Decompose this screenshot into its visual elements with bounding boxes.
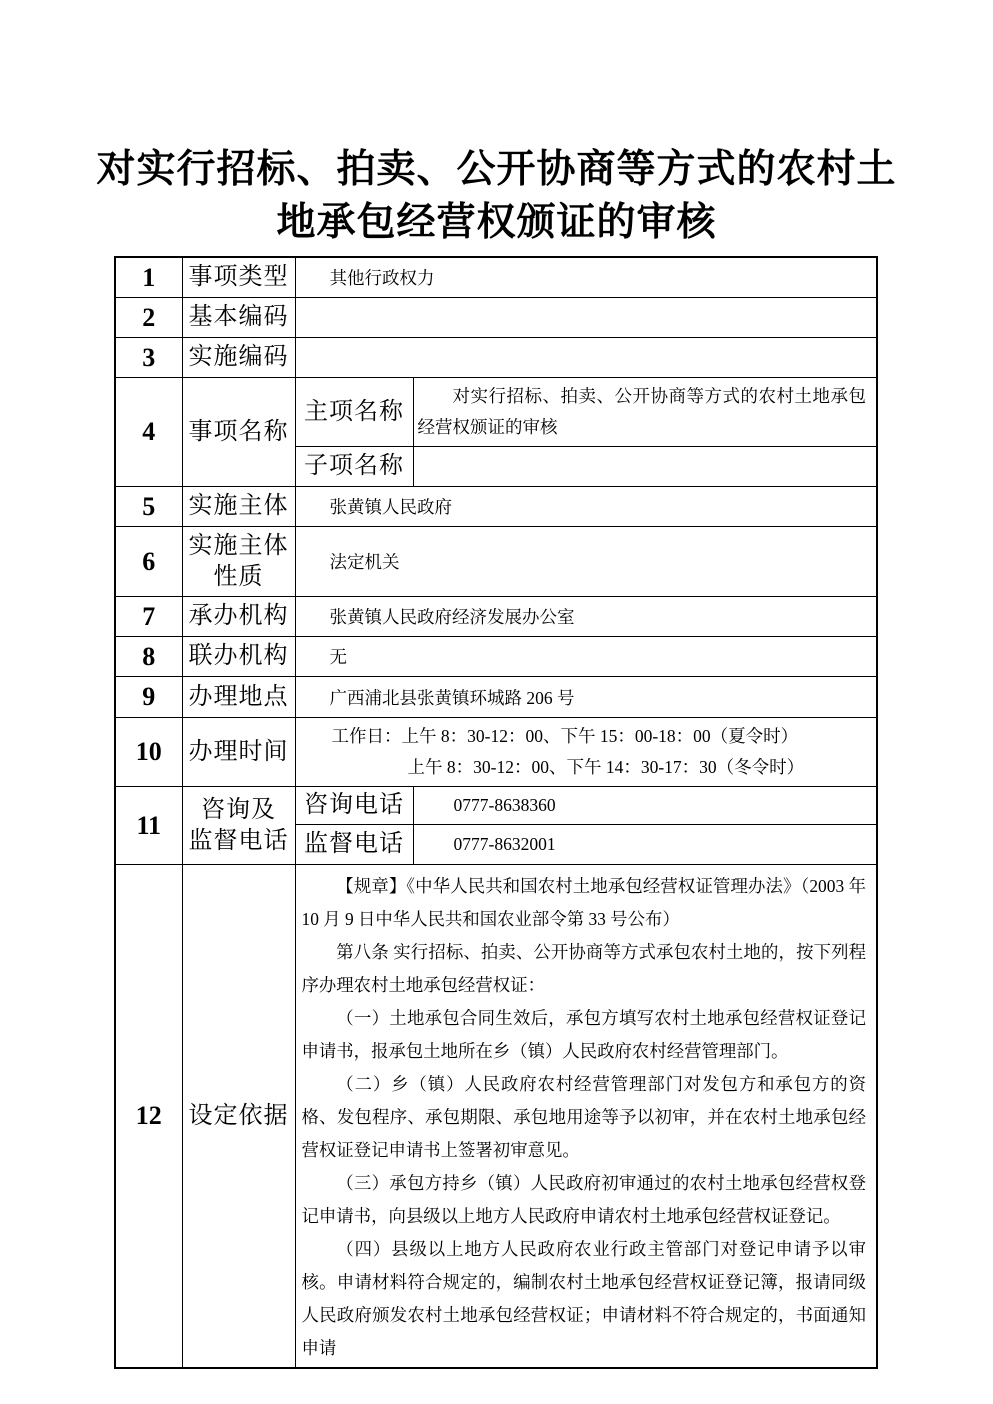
row1-value: 其他行政权力: [295, 257, 877, 298]
row3-value: [295, 338, 877, 378]
table-row-1: [115, 257, 877, 298]
title-line-2: 地承包经营权颁证的审核: [276, 201, 717, 244]
supervise-phone-number: 0777-8632001: [413, 825, 877, 865]
row12-label: 设定依据: [182, 865, 295, 1369]
row8-value: 无: [295, 637, 877, 677]
office-hours-winter: 上午 8：30-12：00、下午 14：30-17：30（冬令时）: [407, 757, 805, 777]
row2-label: 基本编码: [182, 298, 295, 338]
row5-label: 实施主体: [182, 487, 295, 527]
row6-value: 法定机关: [295, 527, 877, 597]
row11-number: 11: [115, 787, 182, 865]
row5-number: 5: [115, 487, 182, 527]
row2-number: 2: [115, 298, 182, 338]
legal-paragraph-2: 第八条 实行招标、拍卖、公开协商等方式承包农村土地的，按下列程序办理农村土地承包经营权证：: [301, 942, 866, 995]
row8-label: 联办机构: [182, 637, 295, 677]
row4-subvalue-sub: [413, 447, 877, 487]
legal-paragraph-3: （一）土地承包合同生效后，承包方填写农村土地承包经营权证登记申请书，报承包土地所在乡（镇）人民政府农村经营管理部门。: [301, 1008, 866, 1061]
row10-number: 10: [115, 718, 182, 787]
row11-label-line1: 咨询及: [201, 796, 276, 823]
row4-subvalue-main: [413, 378, 877, 447]
row11-label: [182, 787, 295, 865]
row6-label-line2: 性质: [213, 563, 264, 590]
legal-paragraph-4: （二）乡（镇）人民政府农村经营管理部门对发包方和承包方的资格、发包程序、承包期限、承包地用途等予以初审，并在农村土地承包经营权证登记申请书上签署初审意见。: [301, 1074, 866, 1160]
office-hours-summer: 工作日：上午 8：30-12：00、下午 15：00-18：00（夏令时）: [331, 726, 799, 746]
row4-sublabel-sub: 子项名称: [295, 447, 413, 487]
table-row-5: [115, 487, 877, 527]
legal-paragraph-1: 【规章】《中华人民共和国农村土地承包经营权证管理办法》（2003 年 10 月 9 日中华人民共和国农业部令第 33 号公布）: [301, 876, 866, 929]
row6-number: 6: [115, 527, 182, 597]
table-row-11-consult: [115, 787, 877, 825]
row6-label: [182, 527, 295, 597]
legal-paragraph-6: （四）县级以上地方人民政府农业行政主管部门对登记申请予以审核。申请材料符合规定的，编制农村土地承包经营权证登记簿，报请同级人民政府颁发农村土地承包经营权证；申请材料不符合规定的，书面通知申请: [301, 1239, 866, 1358]
legal-basis-text: [295, 865, 877, 1369]
row2-value: [295, 298, 877, 338]
row9-label: 办理地点: [182, 677, 295, 718]
document-title: [0, 0, 993, 249]
table-row-9: [115, 677, 877, 718]
row7-value: 张黄镇人民政府经济发展办公室: [295, 597, 877, 637]
legal-paragraph-5: （三）承包方持乡（镇）人民政府初审通过的农村土地承包经营权登记申请书，向县级以上地方人民政府申请农村土地承包经营权证登记。: [301, 1173, 866, 1226]
row4-number: 4: [115, 378, 182, 487]
row9-number: 9: [115, 677, 182, 718]
consult-phone-label: 咨询电话: [295, 787, 413, 825]
consult-phone-number: 0777-8638360: [413, 787, 877, 825]
table-row-12: [115, 865, 877, 1369]
row3-number: 3: [115, 338, 182, 378]
admin-item-table: [114, 256, 878, 1369]
table-row-6: [115, 527, 877, 597]
row5-value: 张黄镇人民政府: [295, 487, 877, 527]
row1-number: 1: [115, 257, 182, 298]
row7-number: 7: [115, 597, 182, 637]
row12-number: 12: [115, 865, 182, 1369]
row4-label: 事项名称: [182, 378, 295, 487]
table-row-3: [115, 338, 877, 378]
row11-label-line2: 监督电话: [188, 827, 289, 854]
row8-number: 8: [115, 637, 182, 677]
table-row-2: [115, 298, 877, 338]
table-row-7: [115, 597, 877, 637]
row7-label: 承办机构: [182, 597, 295, 637]
row10-label: 办理时间: [182, 718, 295, 787]
table-row-10: [115, 718, 877, 787]
row10-value: [295, 718, 877, 787]
title-line-1: 对实行招标、拍卖、公开协商等方式的农村土: [96, 148, 897, 191]
table-row-4-main: [115, 378, 877, 447]
row1-label: 事项类型: [182, 257, 295, 298]
row4-main-item-name: 对实行招标、拍卖、公开协商等方式的农村土地承包经营权颁证的审核: [417, 386, 866, 437]
row9-value: 广西浦北县张黄镇环城路 206 号: [295, 677, 877, 718]
row3-label: 实施编码: [182, 338, 295, 378]
table-row-8: [115, 637, 877, 677]
supervise-phone-label: 监督电话: [295, 825, 413, 865]
row6-label-line1: 实施主体: [188, 532, 289, 559]
row4-sublabel-main: 主项名称: [295, 378, 413, 447]
